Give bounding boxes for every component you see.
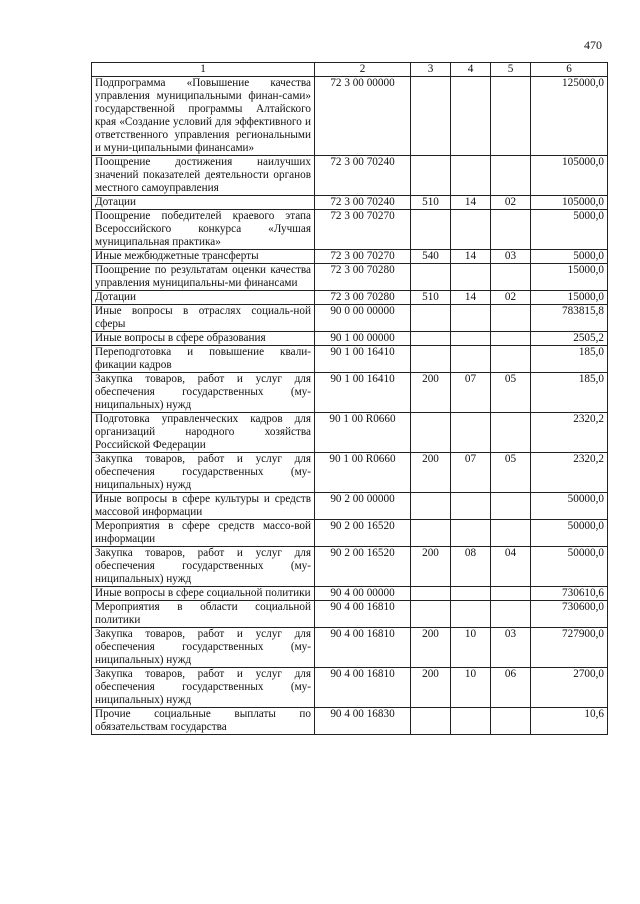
- table-row: [92, 708, 608, 735]
- row-section: 14: [451, 291, 491, 305]
- row-amount: 2320,2: [531, 413, 608, 453]
- row-amount: 783815,8: [531, 305, 608, 332]
- row-section: [451, 332, 491, 346]
- row-code: 72 3 00 70280: [315, 264, 411, 291]
- row-section: 14: [451, 196, 491, 210]
- row-section: [451, 601, 491, 628]
- row-expense-type: [411, 264, 451, 291]
- row-code: 90 4 00 00000: [315, 587, 411, 601]
- row-amount: 730600,0: [531, 601, 608, 628]
- row-amount: 15000,0: [531, 291, 608, 305]
- row-amount: 2700,0: [531, 668, 608, 708]
- row-subsection: [491, 332, 531, 346]
- row-amount: 730610,6: [531, 587, 608, 601]
- row-code: 90 1 00 R0660: [315, 413, 411, 453]
- row-expense-type: [411, 210, 451, 250]
- row-section: 07: [451, 373, 491, 413]
- row-expense-type: 510: [411, 291, 451, 305]
- row-subsection: [491, 77, 531, 156]
- table-row: [92, 291, 608, 305]
- table-row: [92, 250, 608, 264]
- row-name: Иные вопросы в отраслях социаль-ной сферы: [92, 305, 315, 332]
- table-row: [92, 668, 608, 708]
- row-subsection: [491, 305, 531, 332]
- header-col-3: 3: [411, 63, 451, 77]
- row-code: 90 1 00 16410: [315, 346, 411, 373]
- row-subsection: 02: [491, 291, 531, 305]
- row-section: [451, 77, 491, 156]
- table-row: [92, 493, 608, 520]
- row-name: Дотации: [92, 291, 315, 305]
- row-code: 90 4 00 16830: [315, 708, 411, 735]
- row-amount: 2505,2: [531, 332, 608, 346]
- row-section: [451, 346, 491, 373]
- table-row: [92, 373, 608, 413]
- table-row: [92, 77, 608, 156]
- table-row: [92, 332, 608, 346]
- row-amount: 2320,2: [531, 453, 608, 493]
- table-row: [92, 156, 608, 196]
- row-amount: 185,0: [531, 373, 608, 413]
- table-row: [92, 264, 608, 291]
- row-name: Дотации: [92, 196, 315, 210]
- row-expense-type: [411, 77, 451, 156]
- row-section: [451, 708, 491, 735]
- row-expense-type: [411, 305, 451, 332]
- row-subsection: 03: [491, 250, 531, 264]
- row-name: Закупка товаров, работ и услуг для обеспечения государственных (му-ниципальных) нужд: [92, 453, 315, 493]
- row-code: 90 1 00 00000: [315, 332, 411, 346]
- table-row: [92, 453, 608, 493]
- table-row: [92, 196, 608, 210]
- row-amount: 727900,0: [531, 628, 608, 668]
- row-code: 72 3 00 70270: [315, 210, 411, 250]
- table-row: [92, 587, 608, 601]
- table-row: [92, 601, 608, 628]
- row-subsection: 02: [491, 196, 531, 210]
- row-name: Закупка товаров, работ и услуг для обеспечения государственных (му-ниципальных) нужд: [92, 547, 315, 587]
- row-section: [451, 493, 491, 520]
- row-subsection: 05: [491, 373, 531, 413]
- row-expense-type: [411, 520, 451, 547]
- row-subsection: [491, 493, 531, 520]
- row-section: [451, 210, 491, 250]
- table-row: [92, 413, 608, 453]
- row-section: [451, 587, 491, 601]
- row-amount: 10,6: [531, 708, 608, 735]
- row-code: 90 4 00 16810: [315, 668, 411, 708]
- row-name: Иные вопросы в сфере образования: [92, 332, 315, 346]
- row-expense-type: 200: [411, 668, 451, 708]
- row-subsection: [491, 210, 531, 250]
- row-subsection: [491, 156, 531, 196]
- row-expense-type: [411, 156, 451, 196]
- row-subsection: 05: [491, 453, 531, 493]
- row-expense-type: [411, 332, 451, 346]
- row-name: Мероприятия в области социальной политики: [92, 601, 315, 628]
- table-row: [92, 305, 608, 332]
- row-name: Поощрение по результатам оценки качества управления муниципальны-ми финансами: [92, 264, 315, 291]
- row-subsection: 03: [491, 628, 531, 668]
- row-expense-type: 200: [411, 628, 451, 668]
- row-name: Подпрограмма «Повышение качества управления муниципальными финан-сами» государственной программы Алтайского края «Создание условий для эффективного и ответственного управления региональными и муни-ципальными финансами»: [92, 77, 315, 156]
- row-name: Закупка товаров, работ и услуг для обеспечения государственных (му-ниципальных) нужд: [92, 628, 315, 668]
- row-expense-type: [411, 708, 451, 735]
- row-expense-type: [411, 413, 451, 453]
- row-expense-type: [411, 587, 451, 601]
- table-row: [92, 547, 608, 587]
- row-subsection: 04: [491, 547, 531, 587]
- row-section: [451, 156, 491, 196]
- row-name: Иные вопросы в сфере социальной политики: [92, 587, 315, 601]
- row-amount: 50000,0: [531, 493, 608, 520]
- row-name: Иные межбюджетные трансферты: [92, 250, 315, 264]
- row-subsection: [491, 587, 531, 601]
- row-subsection: [491, 413, 531, 453]
- row-amount: 125000,0: [531, 77, 608, 156]
- row-code: 90 2 00 00000: [315, 493, 411, 520]
- row-subsection: [491, 264, 531, 291]
- row-code: 72 3 00 70270: [315, 250, 411, 264]
- row-section: 08: [451, 547, 491, 587]
- row-section: [451, 264, 491, 291]
- row-name: Закупка товаров, работ и услуг для обеспечения государственных (му-ниципальных) нужд: [92, 373, 315, 413]
- row-code: 90 2 00 16520: [315, 520, 411, 547]
- row-name: Подготовка управленческих кадров для организаций народного хозяйства Российской Федерации: [92, 413, 315, 453]
- row-code: 72 3 00 00000: [315, 77, 411, 156]
- row-amount: 105000,0: [531, 196, 608, 210]
- table-row: [92, 520, 608, 547]
- row-subsection: [491, 601, 531, 628]
- row-name: Поощрение достижения наилучших значений показателей деятельности органов местного самоуправления: [92, 156, 315, 196]
- row-expense-type: 510: [411, 196, 451, 210]
- row-amount: 5000,0: [531, 250, 608, 264]
- row-code: 90 0 00 00000: [315, 305, 411, 332]
- row-name: Поощрение победителей краевого этапа Всероссийского конкурса «Лучшая муниципальная практика»: [92, 210, 315, 250]
- table-row: [92, 346, 608, 373]
- row-amount: 50000,0: [531, 520, 608, 547]
- header-col-5: 5: [491, 63, 531, 77]
- row-subsection: 06: [491, 668, 531, 708]
- row-name: Прочие социальные выплаты по обязательствам государства: [92, 708, 315, 735]
- row-expense-type: [411, 346, 451, 373]
- row-code: 72 3 00 70240: [315, 196, 411, 210]
- row-code: 90 4 00 16810: [315, 628, 411, 668]
- header-col-4: 4: [451, 63, 491, 77]
- row-section: 10: [451, 668, 491, 708]
- row-name: Иные вопросы в сфере культуры и средств массовой информации: [92, 493, 315, 520]
- row-code: 90 1 00 R0660: [315, 453, 411, 493]
- row-amount: 50000,0: [531, 547, 608, 587]
- row-expense-type: 200: [411, 547, 451, 587]
- row-expense-type: [411, 601, 451, 628]
- row-amount: 185,0: [531, 346, 608, 373]
- row-subsection: [491, 346, 531, 373]
- table-header: [92, 63, 608, 77]
- row-code: 72 3 00 70240: [315, 156, 411, 196]
- header-col-6: 6: [531, 63, 608, 77]
- row-section: 14: [451, 250, 491, 264]
- row-amount: 105000,0: [531, 156, 608, 196]
- row-amount: 15000,0: [531, 264, 608, 291]
- page-number: 470: [584, 38, 602, 52]
- row-expense-type: 200: [411, 373, 451, 413]
- row-code: 72 3 00 70280: [315, 291, 411, 305]
- row-subsection: [491, 708, 531, 735]
- row-name: Переподготовка и повышение квали-фикации кадров: [92, 346, 315, 373]
- row-amount: 5000,0: [531, 210, 608, 250]
- table-row: [92, 628, 608, 668]
- row-code: 90 1 00 16410: [315, 373, 411, 413]
- table-body: [92, 77, 608, 735]
- row-code: 90 2 00 16520: [315, 547, 411, 587]
- budget-table: [91, 62, 608, 735]
- row-expense-type: 540: [411, 250, 451, 264]
- header-col-1: 1: [92, 63, 315, 77]
- row-section: 10: [451, 628, 491, 668]
- header-row: [92, 63, 608, 77]
- row-expense-type: 200: [411, 453, 451, 493]
- row-name: Закупка товаров, работ и услуг для обеспечения государственных (му-ниципальных) нужд: [92, 668, 315, 708]
- row-section: [451, 413, 491, 453]
- row-code: 90 4 00 16810: [315, 601, 411, 628]
- row-expense-type: [411, 493, 451, 520]
- row-name: Мероприятия в сфере средств массо-вой информации: [92, 520, 315, 547]
- row-section: [451, 305, 491, 332]
- row-subsection: [491, 520, 531, 547]
- row-section: 07: [451, 453, 491, 493]
- table-row: [92, 210, 608, 250]
- row-section: [451, 520, 491, 547]
- header-col-2: 2: [315, 63, 411, 77]
